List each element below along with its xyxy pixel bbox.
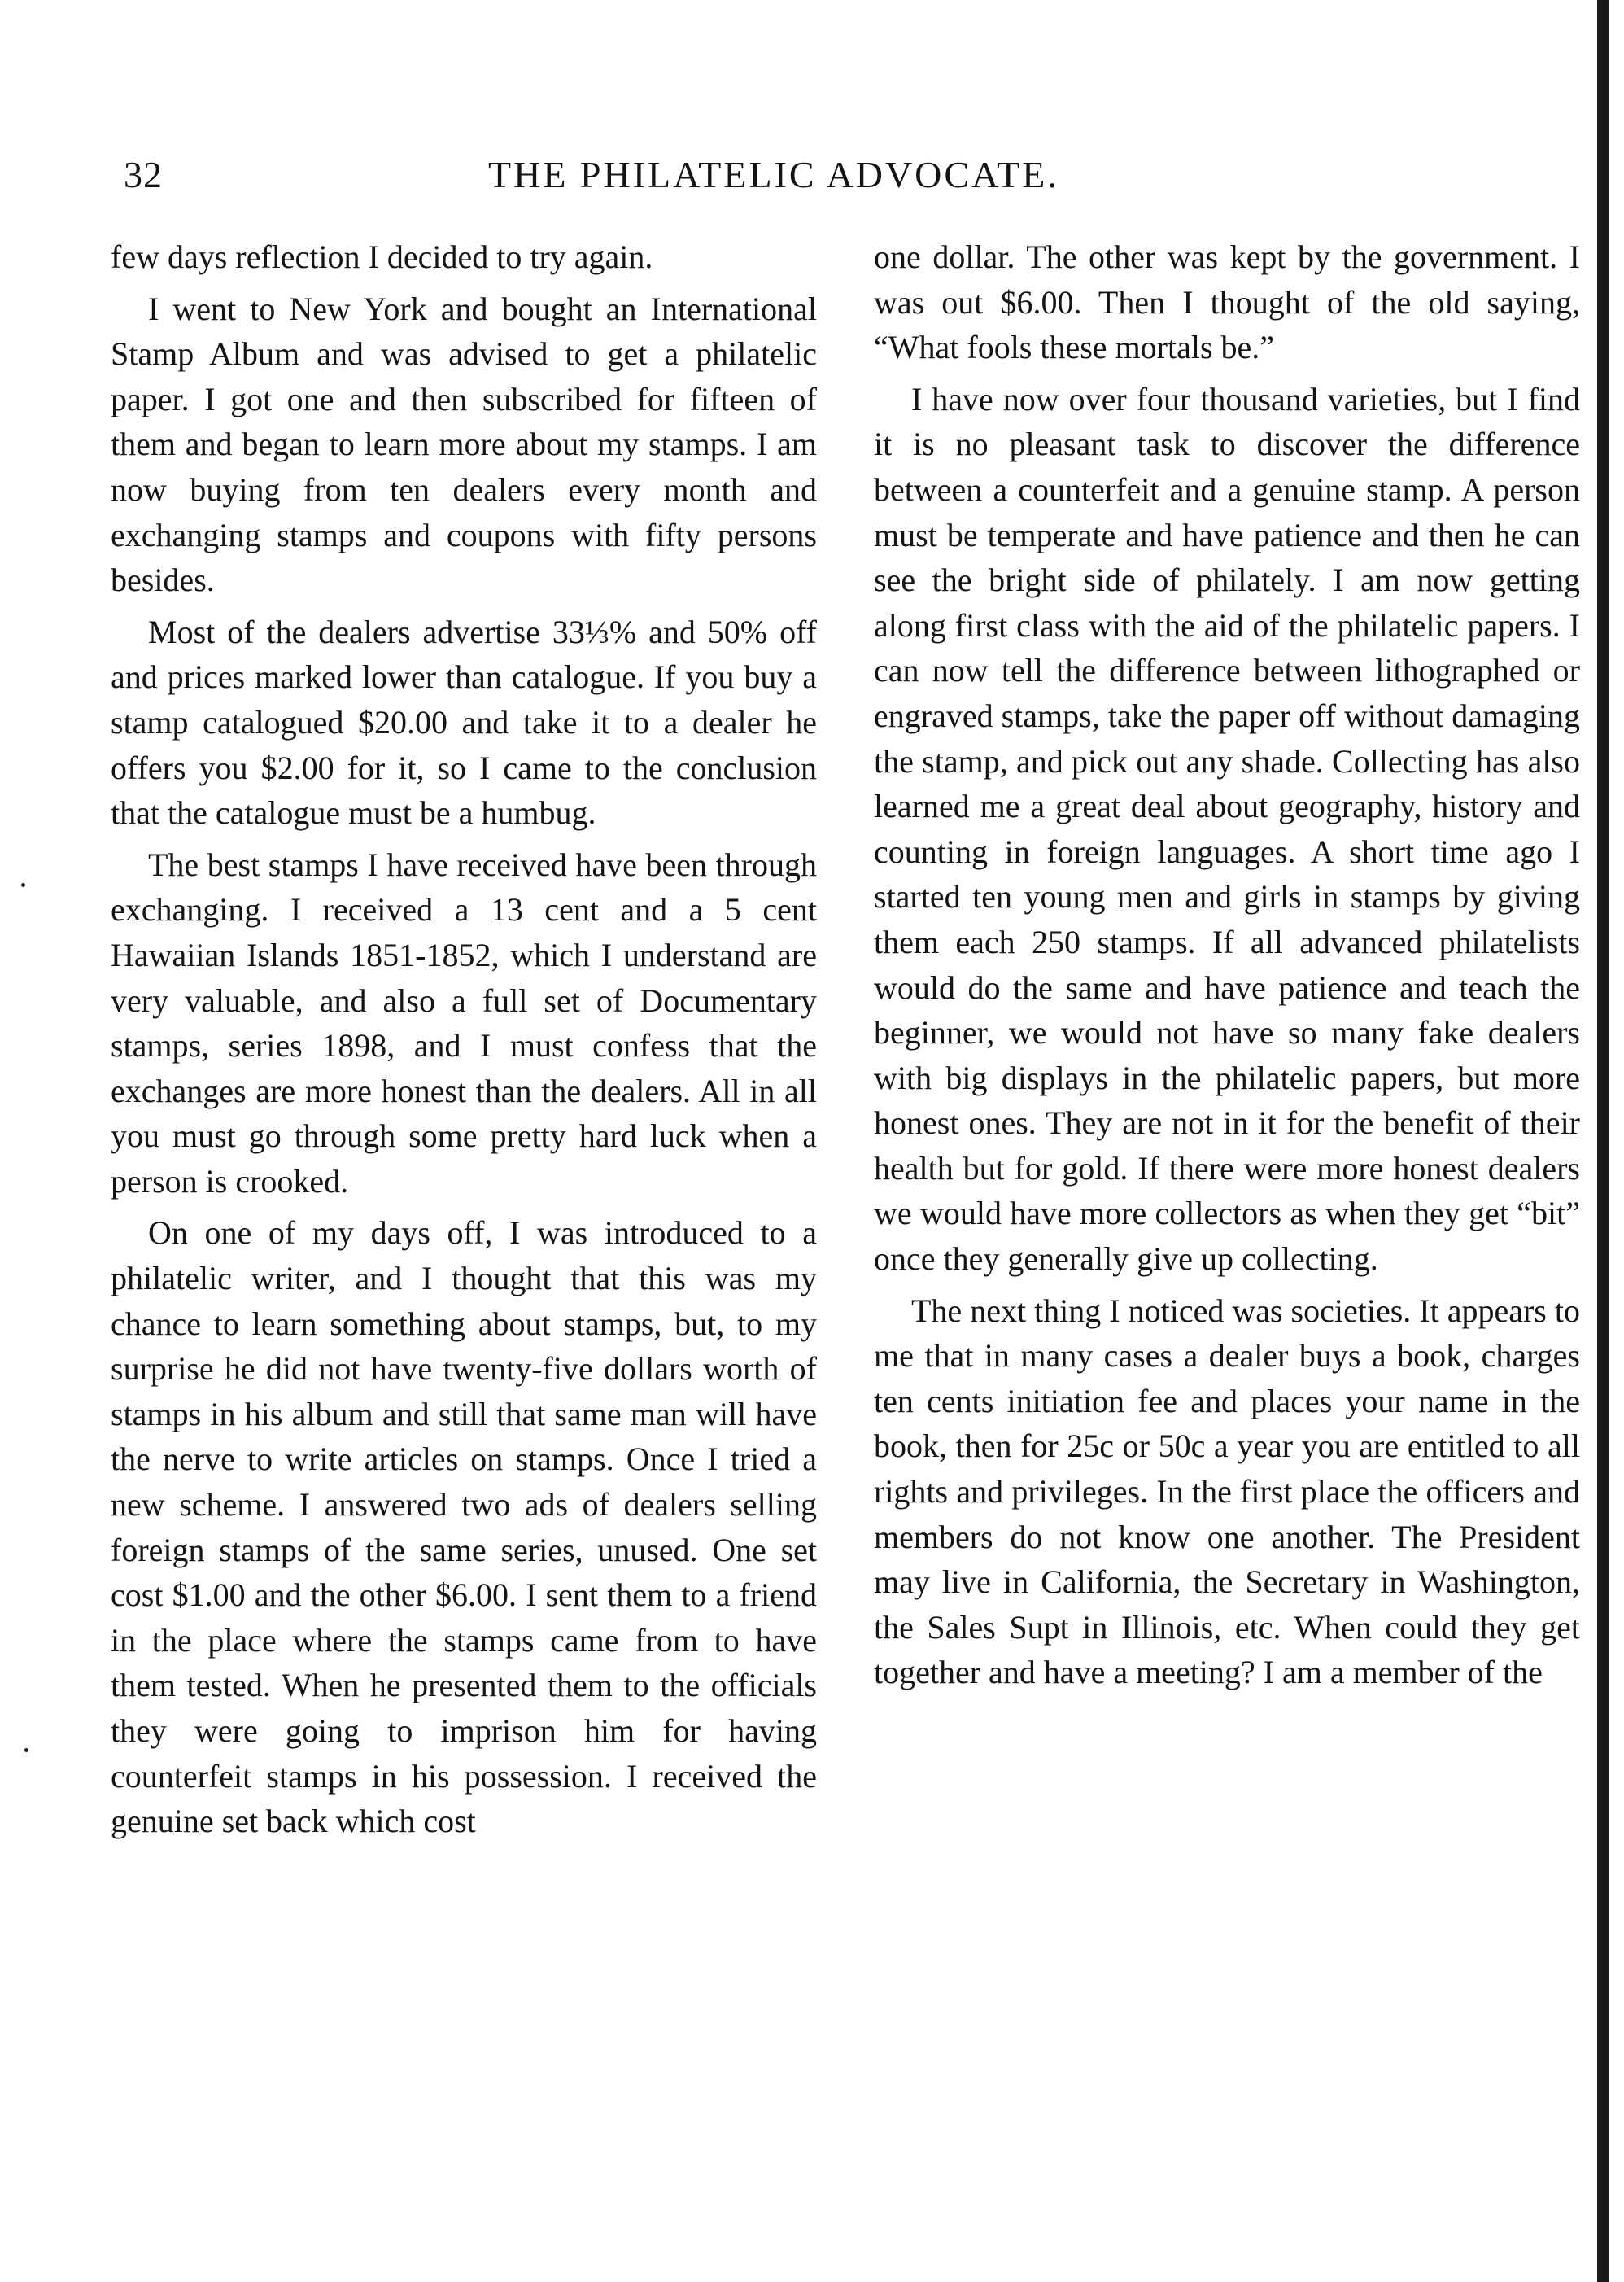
paragraph: Most of the dealers advertise 33⅓% and 50% off and prices marked lower than catalogue. If you buy a stamp catalogued $20.00 and take it to a dealer he offers you $2.00 for it, so I came to the conclusion that the catalogue must be a humbug. xyxy=(111,613,817,832)
scan-speck xyxy=(24,1748,28,1752)
paragraph-continuation: few days reflection I decided to try again. xyxy=(111,238,653,275)
page-number: 32 xyxy=(124,154,163,195)
scan-edge-bar xyxy=(1597,0,1609,2282)
left-column xyxy=(111,234,817,1851)
paragraph: I have now over four thousand varieties, but I find it is no pleasant task to discover the difference between a counterfeit and a genuine stamp. A person must be temperate and have patience and then he can see the bright side of philately. I am now getting along first class with the aid of the philatelic papers. I can now tell the difference between lithographed or engraved stamps, take the paper off without damaging the stamp, and pick out any shade. Collecting has also learned me a great deal about geography, history and counting in foreign languages. A short time ago I started ten young men and girls in stamps by giving them each 250 stamps. If all advanced philatelists would do the same and have patience and teach the beginner, we would not have so many fake dealers with big displays in the philatelic papers, but more honest ones. They are not in it for the benefit of their health but for gold. If there were more honest dealers we would have more collectors as when they get “bit” once they generally give up collecting. xyxy=(874,380,1580,1278)
page-header xyxy=(0,153,1624,202)
paragraph: I went to New York and bought an International Stamp Album and was advised to get a philatelic paper. I got one and then subscribed for fifteen of them and began to learn more about my stamps. I am now buying from ten dealers every month and exchanging stamps and coupons with fifty persons besides. xyxy=(111,290,817,599)
scan-speck xyxy=(21,883,25,887)
right-column xyxy=(874,234,1580,1702)
paragraph: The best stamps I have received have been through exchanging. I received a 13 cent and a 5 cent Hawaiian Islands 1851-1852, which I understand are very valuable, and also a full set of Documentary stamps, series 1898, and I must confess that the exchanges are more honest than the dealers. All in all you must go through some pretty hard luck when a person is crooked. xyxy=(111,846,817,1200)
running-title: THE PHILATELIC ADVOCATE. xyxy=(488,154,1059,195)
paragraph: On one of my days off, I was introduced to a philatelic writer, and I thought that this was my chance to learn something about stamps, but, to my surprise he did not have twenty-five dollars worth of stamps in his album and still that same man will have the nerve to write articles on stamps. Once I tried a new scheme. I answered two ads of dealers selling foreign stamps of the same series, unused. One set cost $1.00 and the other $6.00. I sent them to a friend in the place where the stamps came from to have them tested. When he presented them to the officials they were going to imprison him for having counterfeit stamps in his possession. I received the genuine set back which cost xyxy=(111,1214,817,1840)
paragraph: The next thing I noticed was societies. It appears to me that in many cases a dealer buys a book, charges ten cents initiation fee and places your name in the book, then for 25c or 50c a year you are entitled to all rights and privileges. In the first place the officers and members do not know one another. The President may live in California, the Secretary in Washington, the Sales Supt in Illinois, etc. When could they get together and have a meeting? I am a member of the xyxy=(874,1292,1580,1691)
paragraph-continuation: one dollar. The other was kept by the government. I was out $6.00. Then I thought of the old saying, “What fools these mortals be.” xyxy=(874,238,1580,366)
